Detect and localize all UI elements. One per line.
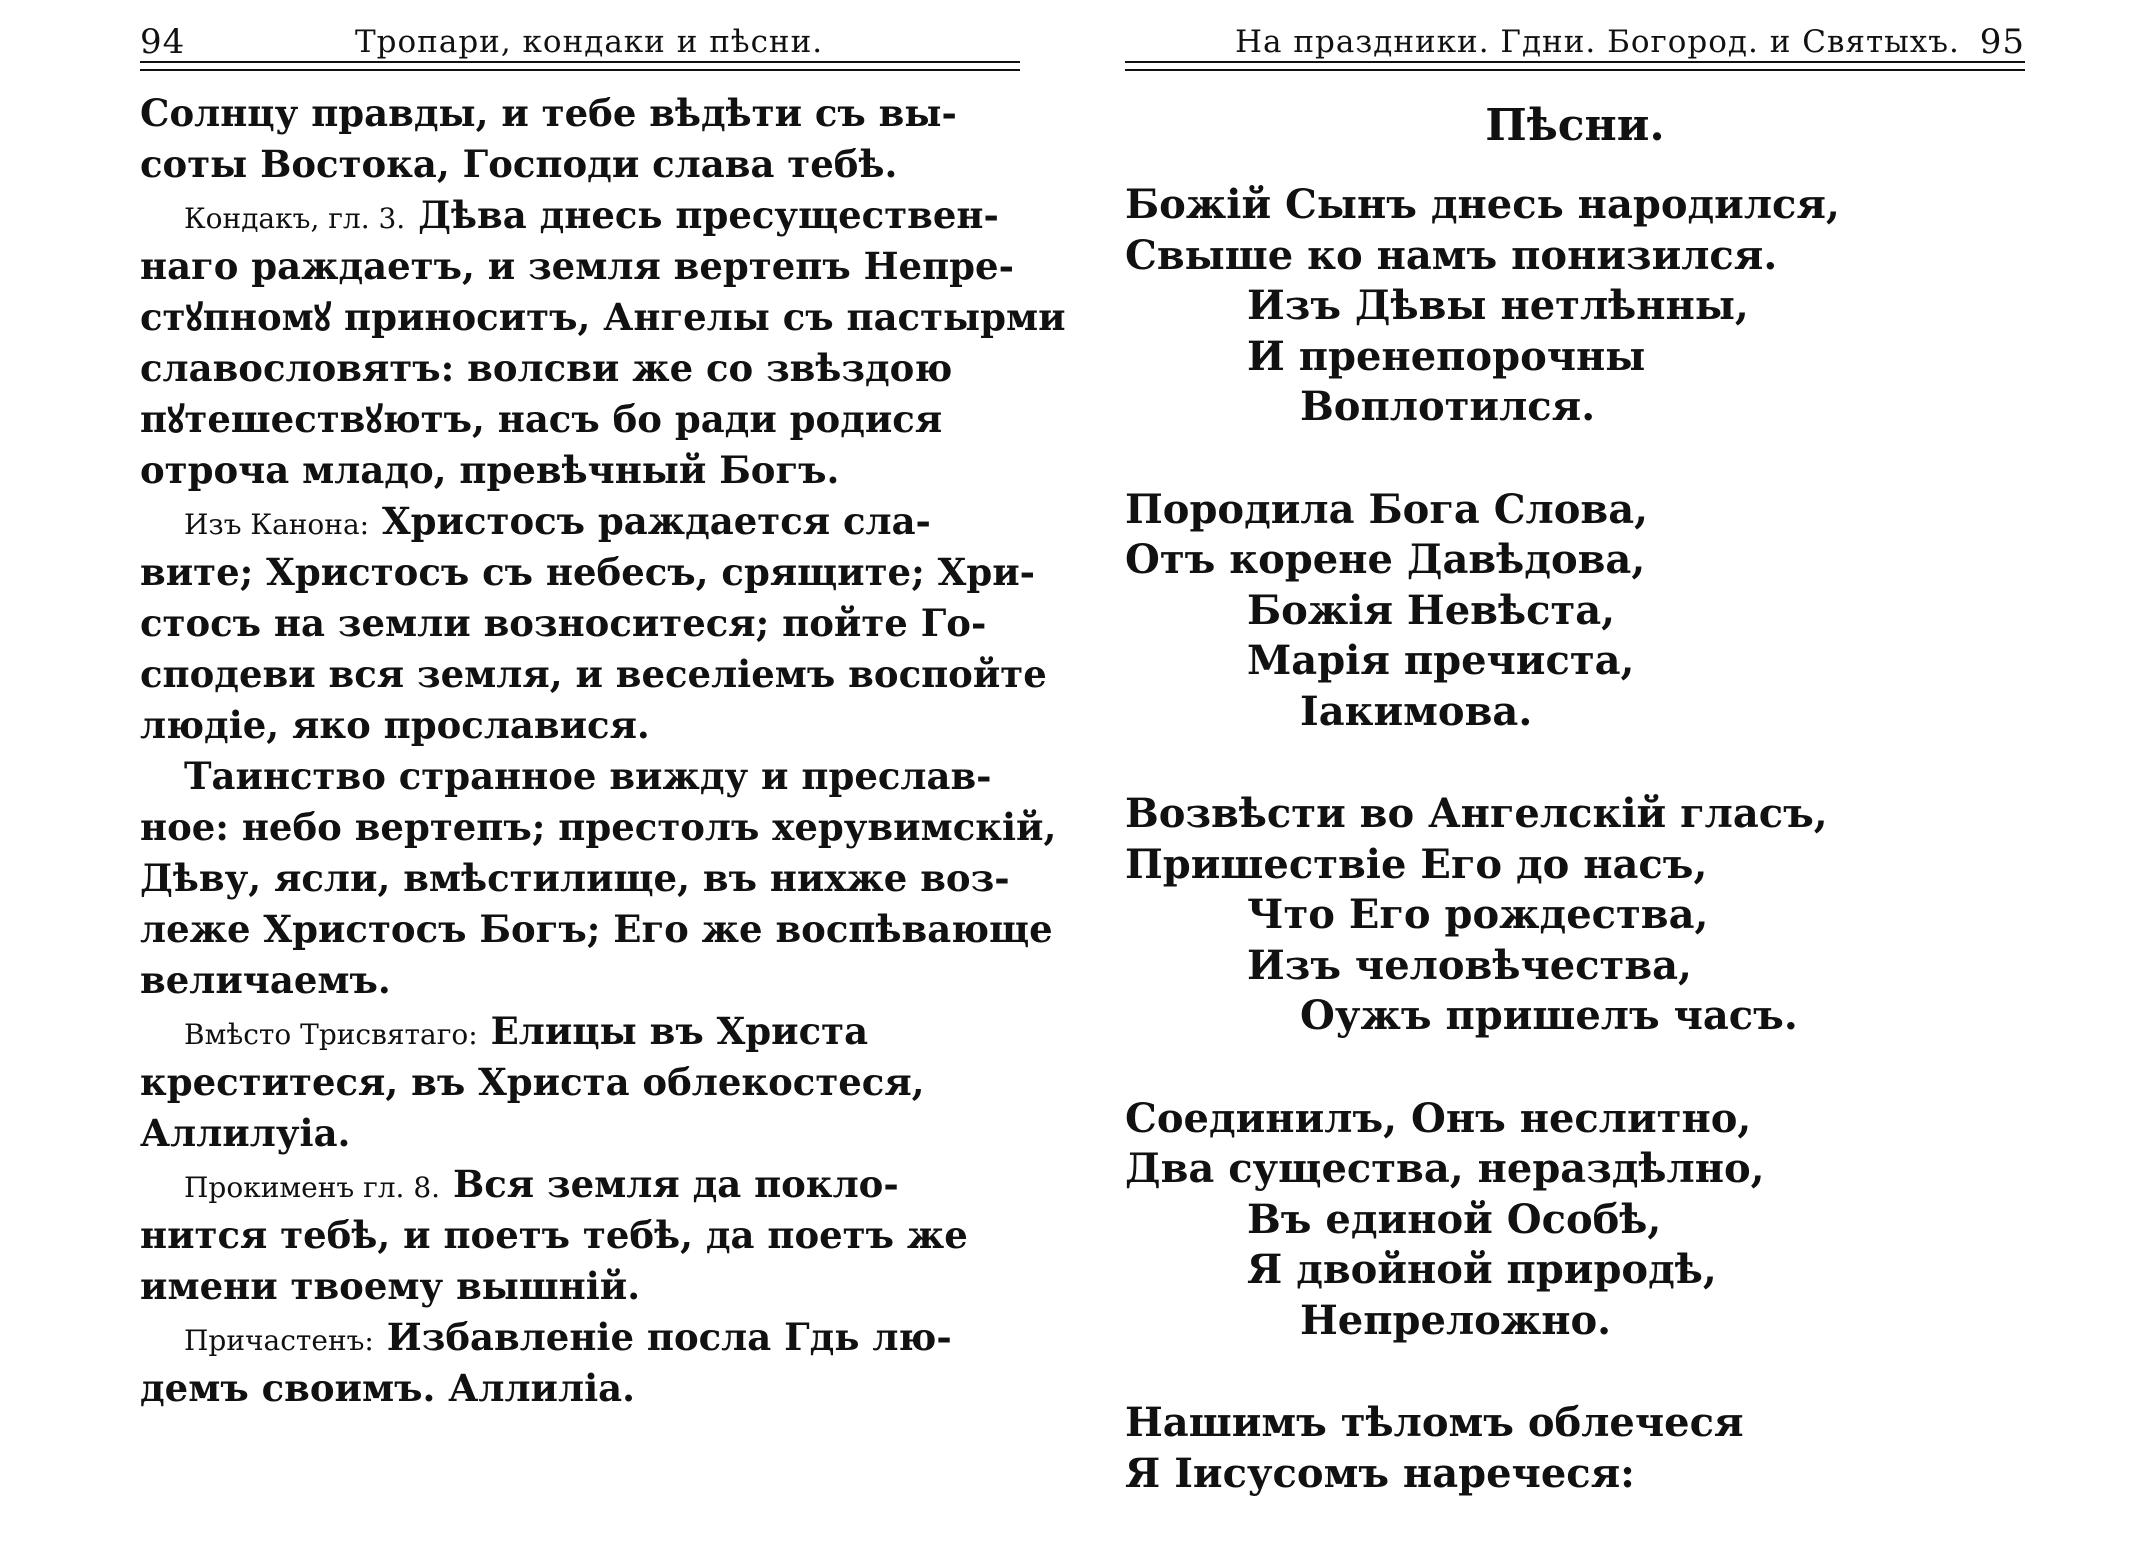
- left-header-rule-top: [140, 61, 1020, 63]
- left-text-line: [140, 547, 1036, 598]
- line-text: Дѣву, ясли, вмѣстилище, въ нихже воз-: [140, 856, 1010, 900]
- rubric-label: Изъ Канона:: [184, 508, 370, 541]
- left-text-line: [140, 802, 1057, 853]
- verse-line: Въ единой Особѣ,: [1247, 1195, 1662, 1243]
- verse-line: Изъ Дѣвы нетлѣнны,: [1247, 282, 1749, 329]
- line-text: демъ своимъ. Аллиліа.: [140, 1366, 636, 1410]
- line-text: людіе, яко прославися.: [140, 703, 650, 747]
- left-body-text: [140, 88, 1066, 1414]
- left-text-line: [140, 1057, 1020, 1108]
- verse-line: Свыше ко намъ понизился.: [1125, 231, 1778, 279]
- left-text-line: [140, 394, 1020, 445]
- left-text-line: [140, 1159, 1020, 1210]
- left-text-line: [140, 853, 1020, 904]
- rubric-label: Вмѣсто Трисвятаго:: [184, 1018, 478, 1051]
- verse-line: Соединилъ, Онъ неслитно,: [1125, 1094, 1752, 1142]
- rubric-label: Кондакъ, гл. 3.: [184, 202, 406, 235]
- left-text-line: [140, 496, 1020, 547]
- verse-line: Іакимова.: [1300, 687, 1533, 735]
- verse-line: Породила Бога Слова,: [1125, 485, 1649, 533]
- right-page: [1125, 0, 2025, 1500]
- left-running-head-title: Тропари, кондаки и пѣсни.: [355, 24, 824, 60]
- verse-line: Нашимъ тѣломъ облечеся: [1125, 1399, 1744, 1446]
- left-header-rule-bottom: [140, 69, 1020, 71]
- line-text: Аллилуіа.: [140, 1111, 351, 1155]
- line-text: Вся земля да покло-: [452, 1162, 899, 1206]
- verse-line: Воплотился.: [1300, 383, 1596, 430]
- song-stanza: [1125, 485, 2025, 738]
- left-text-line: [140, 1108, 1020, 1159]
- line-text: Солнцу правды, и тебе вѣдѣти съ вы-: [140, 91, 957, 135]
- verse-line: Я двойной природѣ,: [1247, 1246, 1717, 1293]
- line-text: креститеся, въ Христа облекостеся,: [140, 1060, 925, 1104]
- left-text-line: [140, 1363, 1020, 1414]
- line-text: величаемъ.: [140, 958, 391, 1002]
- song-stanza: [1125, 1398, 2025, 1499]
- line-text: Дѣва днесь пресуществен-: [418, 193, 999, 237]
- verse-line: Божій Сынъ днесь народился,: [1125, 181, 1840, 228]
- line-text: нится тебѣ, и поетъ тебѣ, да поетъ же: [140, 1213, 968, 1257]
- right-header-rule-top: [1125, 61, 2025, 63]
- verse-line: И пренепорочны: [1247, 332, 1646, 380]
- line-text: ное: небо вертепъ; престолъ херувимскій,: [140, 805, 1057, 849]
- left-text-line: [140, 700, 1020, 751]
- line-text: имени твоему вышній.: [140, 1264, 641, 1308]
- verse-line: Пришествіе Его до насъ,: [1125, 840, 1708, 888]
- verse-line: Изъ человѣчества,: [1247, 941, 1692, 989]
- verse-line: Марія пречиста,: [1247, 637, 1635, 684]
- left-text-line: [140, 241, 1020, 292]
- left-text-line: [140, 955, 1020, 1006]
- left-text-line: [140, 343, 1020, 394]
- left-text-line: [140, 1261, 1020, 1312]
- song-stanza: [1125, 180, 2025, 433]
- line-text: Таинство странное вижду и преслав-: [184, 754, 992, 798]
- right-page-number: 95: [1979, 22, 2025, 62]
- line-text: Избавленіе посла Гдь лю-: [386, 1315, 952, 1359]
- left-text-line: [140, 139, 1020, 190]
- verse-line: Возвѣсти во Ангелскій гласъ,: [1125, 790, 1828, 837]
- left-text-line: [140, 904, 1053, 955]
- song-stanza: [1125, 1094, 2025, 1347]
- verse-line: Непреложно.: [1300, 1296, 1612, 1344]
- right-running-head-title: На праздники. Гдни. Богород. и Святыхъ.: [1235, 24, 1960, 60]
- songs-heading: Пѣсни.: [1485, 100, 1665, 151]
- left-text-line: [140, 445, 1020, 496]
- line-text: стꙋпномꙋ приноситъ, Ангелы съ пастырми: [140, 295, 1066, 339]
- verse-line: Два существа, нераздѣлно,: [1125, 1145, 1765, 1192]
- verse-line: Я Іисусомъ наречеся:: [1125, 1449, 1635, 1497]
- left-text-line: [140, 1006, 1020, 1057]
- verse-line: Что Его рождества,: [1247, 891, 1709, 938]
- line-text: Елицы въ Христа: [490, 1009, 869, 1053]
- left-page-number: 94: [140, 22, 186, 62]
- song-stanza: [1125, 789, 2025, 1042]
- line-text: пꙋтешествꙋютъ, насъ бо ради родися: [140, 397, 943, 441]
- verse-line: Божія Невѣста,: [1247, 586, 1616, 634]
- line-text: вите; Христосъ съ небесъ, срящите; Хри-: [140, 550, 1036, 594]
- line-text: славословятъ: волсви же со звѣздою: [140, 346, 953, 390]
- rubric-label: Прокименъ гл. 8.: [184, 1171, 441, 1204]
- left-text-line: [140, 598, 1020, 649]
- line-text: стосъ на земли возноситеся; пойте Го-: [140, 601, 987, 645]
- left-text-line: [140, 292, 1066, 343]
- line-text: соты Востока, Господи слава тебѣ.: [140, 142, 898, 186]
- right-header-rule-bottom: [1125, 69, 2025, 71]
- left-text-line: [140, 1312, 1020, 1363]
- left-text-line: [140, 1210, 1020, 1261]
- verse-line: Оужъ пришелъ часъ.: [1300, 992, 1798, 1039]
- left-text-line: [140, 88, 1020, 139]
- line-text: наго раждаетъ, и земля вертепъ Непре-: [140, 244, 1014, 288]
- left-text-line: [140, 649, 1047, 700]
- line-text: сподеви вся земля, и веселіемъ воспойте: [140, 652, 1047, 696]
- left-text-line: [140, 190, 1020, 241]
- line-text: отроча младо, превѣчный Богъ.: [140, 448, 840, 492]
- songs-stanzas: [1125, 180, 2025, 1551]
- line-text: леже Христосъ Богъ; Его же воспѣвающе: [140, 907, 1053, 951]
- left-page: [140, 0, 1066, 1500]
- verse-line: Отъ корене Давѣдова,: [1125, 536, 1646, 583]
- left-text-line: [140, 751, 1020, 802]
- line-text: Христосъ раждается сла-: [381, 499, 931, 543]
- rubric-label: Причастенъ:: [184, 1324, 374, 1357]
